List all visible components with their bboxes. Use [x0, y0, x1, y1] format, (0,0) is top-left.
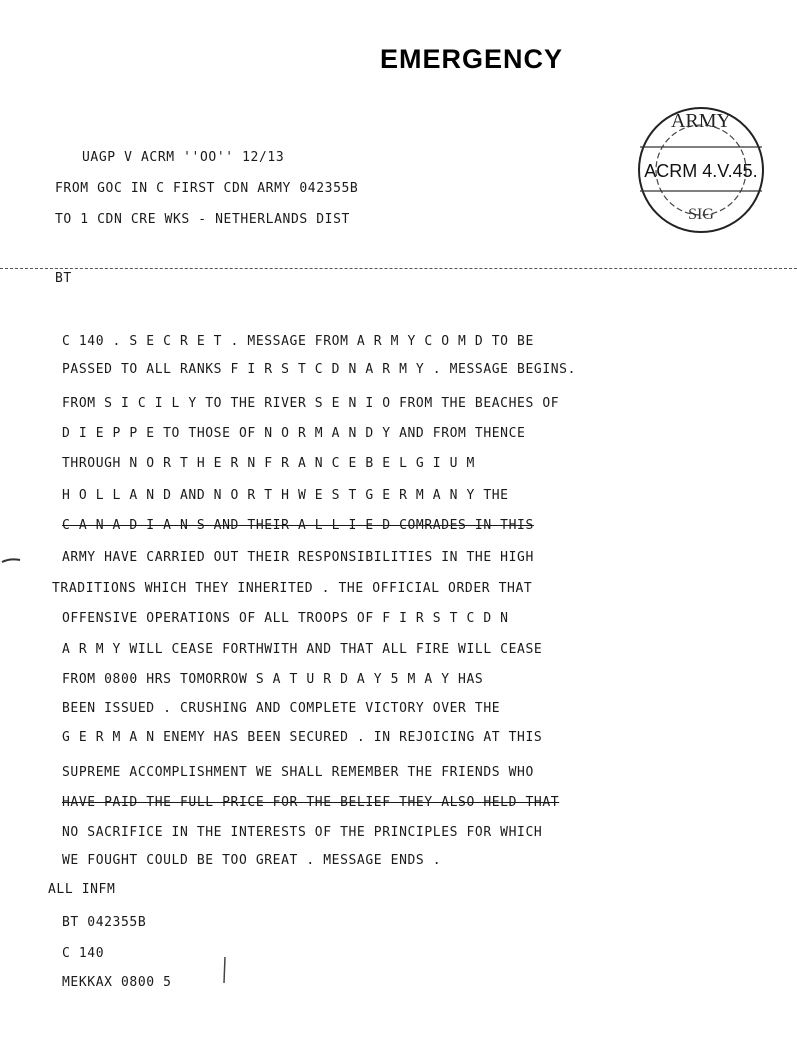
body-line: A R M Y WILL CEASE FORTHWITH AND THAT ALL FIRE WILL CEASE: [62, 642, 543, 657]
body-line: THROUGH N O R T H E R N F R A N C E B E L G I U M: [62, 456, 475, 471]
army-postmark-stamp: [626, 95, 776, 245]
stamp-bottom-text: SIG: [688, 206, 714, 223]
bt-close-line: BT 042355B: [62, 915, 147, 930]
ref-line: C 140: [62, 946, 105, 961]
body-line-struck: C A N A D I A N S AND THEIR A L L I E D COMRADES IN THIS: [62, 518, 534, 533]
body-line: FROM S I C I L Y TO THE RIVER S E N I O FROM THE BEACHES OF: [62, 396, 560, 411]
body-line: WE FOUGHT COULD BE TOO GREAT . MESSAGE ENDS .: [62, 853, 442, 868]
to-line: TO 1 CDN CRE WKS - NETHERLANDS DIST: [55, 212, 350, 227]
body-line: TRADITIONS WHICH THEY INHERITED . THE OFFICIAL ORDER THAT: [52, 581, 533, 596]
body-line: D I E P P E TO THOSE OF N O R M A N D Y AND FROM THENCE: [62, 426, 526, 441]
body-line: NO SACRIFICE IN THE INTERESTS OF THE PRINCIPLES FOR WHICH: [62, 825, 543, 840]
body-line: C 140 . S E C R E T . MESSAGE FROM A R M Y C O M D TO BE: [62, 334, 534, 349]
separator-rule: [0, 268, 797, 269]
stamp-top-text: ARMY: [670, 110, 732, 132]
body-line: OFFENSIVE OPERATIONS OF ALL TROOPS OF F I R S T C D N: [62, 611, 509, 626]
from-line: FROM GOC IN C FIRST CDN ARMY 042355B: [55, 181, 359, 196]
body-line: SUPREME ACCOMPLISHMENT WE SHALL REMEMBER THE FRIENDS WHO: [62, 765, 534, 780]
body-line: H O L L A N D AND N O R T H W E S T G E R M A N Y THE: [62, 488, 509, 503]
stamp-center-text: ACRM 4.V.45.: [644, 161, 758, 181]
tail-line: MEKKAX 0800 5: [62, 975, 172, 990]
all-infm-line: ALL INFM: [48, 882, 116, 897]
body-line: FROM 0800 HRS TOMORROW S A T U R D A Y 5 M A Y HAS: [62, 672, 484, 687]
body-line-struck: HAVE PAID THE FULL PRICE FOR THE BELIEF THEY ALSO HELD THAT: [62, 795, 560, 810]
body-line: BEEN ISSUED . CRUSHING AND COMPLETE VICTORY OVER THE: [62, 701, 501, 716]
body-line: PASSED TO ALL RANKS F I R S T C D N A R M Y . MESSAGE BEGINS.: [62, 362, 577, 377]
body-line: ARMY HAVE CARRIED OUT THEIR RESPONSIBILITIES IN THE HIGH: [62, 550, 534, 565]
pencil-mark: [218, 955, 232, 985]
margin-scratch-mark: [0, 550, 24, 570]
body-line: G E R M A N ENEMY HAS BEEN SECURED . IN REJOICING AT THIS: [62, 730, 543, 745]
priority-heading: EMERGENCY: [380, 44, 564, 74]
routing-line: UAGP V ACRM ''OO'' 12/13: [82, 150, 285, 165]
bt-open: BT: [55, 271, 72, 286]
